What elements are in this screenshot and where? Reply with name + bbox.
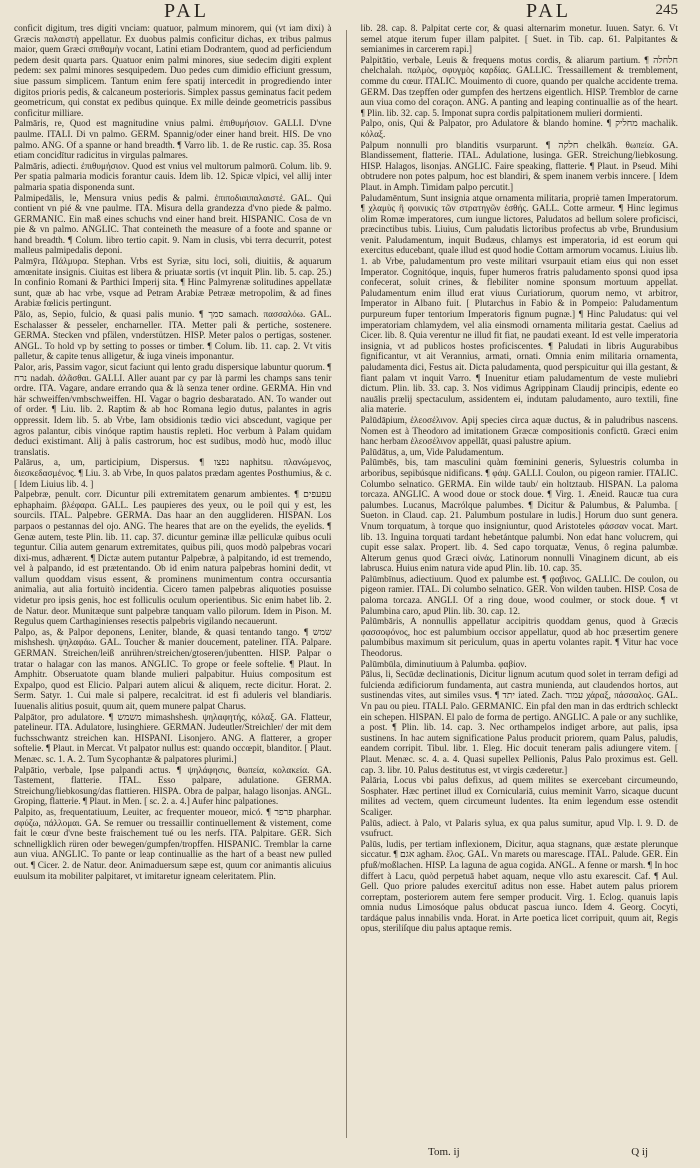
dictionary-entry: Paludamēntum, Sunt insignia atque ornamenta militaria, propriè tamen Imperatorum. ¶ χλαμὺς ἢ φοινικίς τῶν στρατηγῶν ἐσθής. GALL. Cotte armeur. ¶ Hinc legimus olim Romæ imperatores, cum iungue lictores, Paludatos ad bellum solere proficisci, præcinctibus tubis. Liuius, Cum paludatis lictoribus profectus ab vrbe, Brundusium venit. Paludamentum, inquit Budæus, chlamys est imperatoria, id est eorum qui exercitus educebant, quale illud est quod hodie Cottam armorum vocamus. Liuius lib. 1. ab Vrbe, paludamentum pro veste militari vsurpauit etiam eius qui non esset Imperator. Cognitóque, inquis, fuper humeros fratris paludamento sponsi quod ipsa confecerat, soluit crines, & flebiliter nomine sponsum mortuum appellat. Paludamentum enim illud erat viuus Curiatiorum, quorum nemo, vt arbitror, Imperator in Albano fuit. [ Plutarchus in Fabio & in Pompeio: Paludamentum purpureum fuper tentorium Imperatoris fignum pugnæ.] ¶ Hinc Paludatus: qui vel imperatoriam chlamydem, vel alia einsmodi ornamenta militaria gestat. Caelius ad Cicer. lib. 8. Quia verentur ne illud fit fiat, ne paudati exeant. Id est velle imperatoria insignia, vt ad publicos hostes proficiscentes. ¶ Paludati in libris Augurabibus fignificantur, vt ait Verannius, armati, ornati. Omnia enim militaria ornamenta, paludamenta dici, Festus ait. Dicta paludamenta, quod perspicuitur qui illa gestant, & fiant palam vt inquit Varro. ¶ Inuenitur etiam paludamentum de veste muliebri dictum. Plin. lib. 33. cap. 3. Nos vidimus Agrippinam Claudij principis, edente eo nauālis prælij spectaculum, assidentem ei, indutam paludamento, auro textili, fine alia materie. [360,193,678,416]
dictionary-entry: Palmipedālis, le, Mensura vnius pedis & palmi. ἐπιποδιαιπαλαιστέ. GAL. Qui contient vn pié & vne paulme. ITA. Misura della grandezza d'vno piede & palmo. GERMANIC. Ein maß eines schuchs vnd einer hand breit. HISPANIC. Cosa de vn pie & vn palmo. ANGLIC. That conteineth the measure of a foote and spanne or hand breadth. ¶ Colum. libro tertio capit. 9. Nam in clusis, vbi terra decurrit, potest malleus palmipedalis deponi. [14,193,332,257]
dictionary-entry: Palāria, Locus vbi palus defixus, ad quem milites se exercebant circumeundo, Sosphater. Hæc pertinet illud ex Corniculariā, cuius meminit Varro, sicaque ducunt milites ad vectem, quem circumeunt ludentes. Ita enim legendum esse ostendit Scaliger. [360,776,678,818]
dictionary-entry: Palpum nonnulli pro blanditis vsurparunt. ¶ חלקה chelkāh. θωπεία. GA. Blandissement, flatterie. ITAL. Adulatione, lusinga. GER. Streichung/liebkosung. HISP. Halagos, lisonjas. ANGLIC. Faire speaking, flatterie. ¶ Plaut. in Pseud. Mihi obtrudere non potes palpum, hoc est blandiri, & spem inanem verbis inncere. [ Idem Plaut. in Amph. Timidam palpo percutit.] [360,140,678,193]
dictionary-entry: Palūmbūla, diminutiuum à Palumba. φαβίον. [360,659,527,670]
dictionary-entry: Palpātio, verbale, Ipse palpandi actus. ¶ ψηλάφησις, θωπεία, κολακεία. GA. Tastement, flatterie. ITAL. Esso palpare, adulatione. GERMA. Streichung/liebkosung/das flattieren. HISPA. Obra de palpar, halago lisonjas. ANGL. Groping, flatterie. ¶ Plaut. in Men. [ sc. 2. a. 4.] Aufer hinc palpationes. [14,765,332,808]
dictionary-entry: Palor, aris, Passim vagor, sicut faciunt qui lento gradu dispersique labuntur quorum. ¶ נרח nadah. ἀλᾶσθαι. GALLI. Aller auant par cy par là parmi les champs sans tenir ordre. ITA. Vagare, andare errando qua & là senza tener ordine. GERMA. Hin vnd här schweiffen/vmbschweiffen. HI. Vagar o bagrio desbaratado. AN. To wander out of order. ¶ Liu. lib. 2. Raptim & ab hoc Romana legio dutus, palantes in agris oppressit. Idem lib. 5. ab Vrbe, Iam obsidionis tædio vici abscedunt, vagique per agros palantur, cibis vinóque raptim haustis repleti. Hoc verbum à Palam quidam deduci existimant. Alij à palis castrorum, hoc est sudibus, modò huc, modò illuc translatis. [14,363,332,458]
dictionary-entry: Palpebræ, penult. corr. Dicuntur pili extremitatem genarum ambientes. ¶ עפעפים ephaphaim. βλέφαρα. GALL. Les paupieres des yeux, ou le poil qui y est, les sourcils. ITAL. Palpebre. GERMA. Das haar an den augglideren. HISPAN. Los parpaos o pestannas del ojo. ANG. The heares that are on the eyelids, the eyelids. ¶ Genæ autem, teste Plin. lib. 11. cap. 37. dicuntur geminæ illæ pelliculæ quibus oculi teguntur. Cilia autem genarum extremitates, quibus pili, quos modò palpebras vocari dixi-mus, adhærent. ¶ Dictæ autem putantur Palpebræ, à palpitando, id est tremendo, vel à palpando, id est prætentando. Ob id enim natura palpebras homini dedit, vt vallum quoddam visus essent, & prominens munimentum contra occursantia animalia, aut alia fortuitò incidentia. Cicero tamen palpebras aliquoties posuisse videtur pro ipsis genis, hoc est folliculis oculum operientibus. Sic enim habet lib. 2. de Natur. deor. Munitæque sunt palpebræ tanquam vallo pilorum. Idem in Pison. M. Regulus quem Carthaginienses resectis palpebris vigilando necauerunt. [14,490,332,628]
dictionary-entry: Palmāris, re, Quod est magnitudine vnius palmi. ἐπιθυμήσιον. GALLI. D'vne paulme. ITALI. Di vn palmo. GERM. Spannig/oder einer hand breit. HIS. De vno palmo. ANG. Of a spanne or hand breadth. ¶ Varro lib. 1. de Re rustic. cap. 35. Rosa etiam concidītur radicitus in virgulas palmares. [14,119,332,162]
dictionary-entry: Pālo, as, Sepio, fulcio, & quasi palis munio. ¶ סמך samach. πασσαλόω. GAL. Eschalasser & pesseler, encharneller. ITA. Metter pali & pertiche, sostenere. GERMA. Stecken vnd pfälen, vnderstützen. HISP. Meter palos o pertigas, sostener. ANGL. To hold vp by setting to posses or timber. ¶ Colum. lib. 11. cap. 2. Vt vitis palletur, & capite tenus alligetur, & iuga vineis imponantur. [14,310,332,363]
dictionary-entry: Palārus, a, um, participium, Dispersus. ¶ נפצו naphitsu. πλανώμενος, διεσκεδασμένος. ¶ Liu. 3. ab Vrbe, In quos palatos prædam agentes Posthumius, & c. [ Idem Liuius lib. 4. ] [14,458,332,490]
text-columns [14,24,678,1144]
dictionary-entry: Palpo, as, & Palpor deponens, Leniter, blande, & quasi tentando tango. ¶ שמש mishshesh. ψηλαφάω. GAL. Toucher & manier doucement, pateliner. ITA. Palpare. GERMAN. Streichen/leiß anrühren/streichen/gtoseren/jubentten. HISP. Palpar o tratar o halagar con las manos. ANGLIC. To grope or feele softelie. ¶ Plaut. In Amphitr. Obseruatote quam blande mulieri palpabitur. Huius compositum est Expalpo, quod est Elicio. Palpari autem alicui & aliquem, recte dicitur. Horat. 2. Serm. Satyr. 1. Cui male si palpere, recalcitrat. id est fi aduleris vel blandiaris. Iuuenalis alitius posuit, quum ait, quem munere palpat Charus. [14,627,332,712]
page-number: 245 [655,2,678,18]
dictionary-entry: Palūmbīnus, adiectiuum. Quod ex palumbe est. ¶ φαβινος. GALLIC. De coulon, ou pigeon ramier. ITAL. Di columbo selnatico. GER. Von wilden tauben. HISP. Cosa de paloma torcaza. ANGLI. Of a ring doue, wood coulmer, or stock doue. ¶ vt Palumbina caro, apud Plin. lib. 30. cap. 12. [360,574,678,617]
dictionary-entry: Palūdātus, a, um, Vide Paludamentum. [360,447,504,458]
dictionary-entry: Palpātor, pro adulatore. ¶ משמש mimashshesh. ψηλαφητής, κόλαξ. GA. Flatteur, patelineur. ITA. Adulatore, lusinghiere. GERMAN. Judeutler/Streichler/ der mit dem fuchsschwantz streichen kan. HISPANI. Lisonjero. ANG. A flatterer, a groper softelie. ¶ Plaut. in Mercat. Vt palpator nullus est: quando occœpit, blanditor. [ Plaut. Menæc. sc. 1. A. 2. Tum Sycophantæ & palpatores plurimi.] [14,712,332,765]
dictionary-entry: Pālus, li, Secūdæ declinationis, Dicitur lignum acutum quod solet in terram defigi ad fulcienda ædificiorum fundamenta, aut castra munienda, aut claudendos hortos, aut sustinendas vites, aut similes vsus. ¶ יתד iated. Zach. עמוד χάραξ, πάσσαλος. GAL. Vn pau ou pieu. ITALI. Palo. GERMANIC. Ein pfal den man in das erdtrich schleckt ein schepen. HISPAN. El palo de forma de pertigo. ANGLIC. A pale or any suchlike, a post. ¶ Plin. lib. 14. cap. 3. Nec orthampelos indiget arbore, aut palis, ipsa sustinens. In hac autem significatione Palus producit priorem, quam Palus, paludis, eandem corripit. Tibul. libr. 1. Eleg. Hic docuit teneram palis adiungere vitem. [ Plaut. Menæc. sc. 4. a. 4. Quasi supellex Pellionis, Palus Palo proximus est. Gell. cap. 3. libr. 10. Palus destitutus est, vt virgis cæderetur.] [360,670,678,776]
dictionary-entry: Palūmbēs, bis, tam masculini quàm fœminini generis, Syluestris columba in arboribus, sepibúsque nidificans. ¶ φάψ. GALLI. Coulon, ou pigeon ramier. ITALIC. Columbo selnatico. GERMA. Ein wilde taub/ ein holtztaub. HISPAN. La paloma torcaza. ANGLIC. A wood doue or stock doue. ¶ Virg. 1. Æneid. Raucæ tua cura palumbes. Lucanus, Macrólque palumbes. ¶ Dicitur & Palumbus, & Palumba. [ Sueton. in Claud. cap. 21. Palumbum postulare in ludis.] Horum duo sunt genera. Vnum torquatum, à torque quo insigniuntur, quod Aristoteles φάσσαν vocat. Mart. lib. 13. Inguina torquati tardant hebetántque palumbi. Non edat hanc volucrem, qui cupit esse salax. Propert. lib. 4. Sed capo torquatæ, Venus, ô regina palumbæ. Alterum genus quod Græci οἰνάς. Latinorum nonnulli Vinaginem dicunt, ab eis labrusca. Huius enim natura vide apud Plin. lib. 10. cap. 35. [360,458,678,575]
dictionary-entry: conficit digitum, tres digiti vnciam: quatuor, palmum minorem, qui (vt iam dixi) à Græcis παλαιστὴ appellatur. Ex duobus palmis conficitur dichas, ex tribus palmus maior, quem Græci σπιθαμὴν vocant, Latini etiam Dodrantem, quod ad perficiendum pedem desit quarta pars. Quatuor enim palmi minores, siue sedecim digiti explent pedem: sex palmi minores sesquipedem. Duo pedes cum dimidio efficiunt gressum, siue passum simplicem. Tantum enim fere spatij intercedit in progrediendo inter digitos prioris pedis, & calcaneum posterioris. Simplex passus geminatus facit pedem geometricum, qui constat ex pedibus quinque. Ex mille deinde geometricis passibus conficitur milliare. [14,24,332,119]
dictionary-entry: Palpo, onis, Qui & Palpator, pro Adulatore & blando homine. ¶ מחליק machalik. κόλαξ. [360,119,678,140]
dictionary-entry: Palūmbāris, A nonnullis appellatur accipitris quoddam genus, quod à Græcis φασσοφόνος, hoc est palumbium occisor appellatur, quod ab hoc præsertim genere palumbibus maximum sit periculum, quas in apertu volantes rapit. ¶ Vitur hac voce Theodorus. [360,617,678,660]
catchword: Q ij [631,1146,648,1158]
header-right-word: PAL [526,0,571,22]
dictionary-entry: Palpito, as, frequentatiuum, Leuiter, ac frequenter moueor, micó. ¶ פרפר pharphar. σφύζω, πάλλομαι. GA. Se remuer ou tressaillir continuellement & vistement, come fait le cœur d'vne beste fraischement tué ou les nerfs. ITA. Palpitare. GER. Sich schnelligklich rüren oder bewegen/gumpfen/tropffen. HISPANIC. Tremblar la carne aun viua. ANGLIC. To pante or leap continuallie as the hart of a beast new pulled out. ¶ Cicer. 2. de Natur. deor. Animaduersum sæpe est, quum cor animantis alicuius euulsum ita mobiliter palpitaret, vt imitaretur igneam celeritatem. Plin. [14,807,332,882]
dictionary-entry: Palmȳra, Πάλμυρα. Stephan. Vrbs est Syriæ, situ loci, soli, diuitiis, & aquarum amœnitate insignis. Ciuitas est libera & priuatæ sortis (vt inquit Plin. lib. 5. cap. 25.) In confinio Romani & Parthici Imperij sita. ¶ Hinc Palmyrenæ solitudines appellatæ sunt, quæ ab hac vrbe, vsque ad Petram Arabiæ Petrææ metropolim, & ad fines Arabiæ fœlicis pertingunt. [14,257,332,310]
dictionary-entry: Palūdāpium, ἑλεοσέλινον. Apij species circa aquæ ductus, & in paludribus nascens. Nomen est à Theodoro ad imitationem Græcæ compositionis confictū. Græci enim hanc herbam ἑλεοσέλινον appellāt, quasi palustre apium. [360,415,678,448]
left-column [14,24,332,1144]
dictionary-entry: Palpitātio, verbale, Leuis & frequens motus cordis, & aliarum partium. ¶ חלחלה chelchalah. παλμὸς, σφυγμὸς καρδίας. GALLIC. Tressaillement & tremblement, comme du cœur. ITALIC. Mouimento di cuore, quando per qualche accidente trema. GERM. Das tzepffen oder gumpfen des hertzens eigentlich. HISP. Tremblor de carne aun viua como del coraçon. ANG. A panting and leaping continuallie as of the heart. ¶ Plin. lib. 32. cap. 5. Imponat supra cordis palpitationem mulieri dormienti. [360,55,678,119]
dictionary-entry: Palmāris, adiecti. ἐπιθυμήσιον. Quod est vnius vel multorum palmorū. Colum. lib. 9. Per spatia palmaria modicis forantur cauis. Idem lib. 12. Spicæ vlpici, vel allij inter palmaria spatia disponenda sunt. [14,161,332,193]
header-left-word: PAL [164,0,209,22]
right-column [361,24,679,1144]
running-header [14,0,678,26]
signature-mark: Tom. ij [428,1146,460,1158]
dictionary-entry: Palūs, adiect. à Palo, vt Palaris sylua, ex qua palus sumitur, apud Vlp. l. 9. D. de vsufruct. [360,818,678,840]
column-divider [346,30,347,1138]
dictionary-entry: Palūs, ludis, per tertiam inflexionem, Dicitur, aqua stagnans, quæ æstate plerunque siccatur. ¶ אגם agham. ἕλος. GAL. Vn marets ou marescage. ITAL. Palude. GER. Ein pfuß/moßlachen. HISP. La laguna de agua cogida. ANGL. A fenne or marsh. ¶ In hoc differt à Lacu, quòd perpetuā habet aquam, neque vllo astu exarescit. Caf. ¶ Aul. Gell. Quo priore paludes exercituī aditus non esse. Habet autem palus priorem correptam, posteriorem autem fere semper producit. Virg. 1. Eclog. quanuis lapis omnia nudus Limosóque palus obducat pascua iunco. Idem 4. Georg. Cocyti, tardáque palus innabilis vnda. Horat. in Arte poetica licet corripuit, quum ait, Regis opus, sterilíſque diu palus aptaque remis. [360,839,678,935]
page-footer [0,1146,678,1164]
dictionary-entry: lib. 28. cap. 8. Palpitat certe cor, & quasi alternarim monetur. Iuuen. Satyr. 6. Vt semel atque iterum fuper illam palpitet. [ Suet. in Tib. cap. 61. Palpitantes & semianimes in carcerem rapi.] [360,24,678,56]
